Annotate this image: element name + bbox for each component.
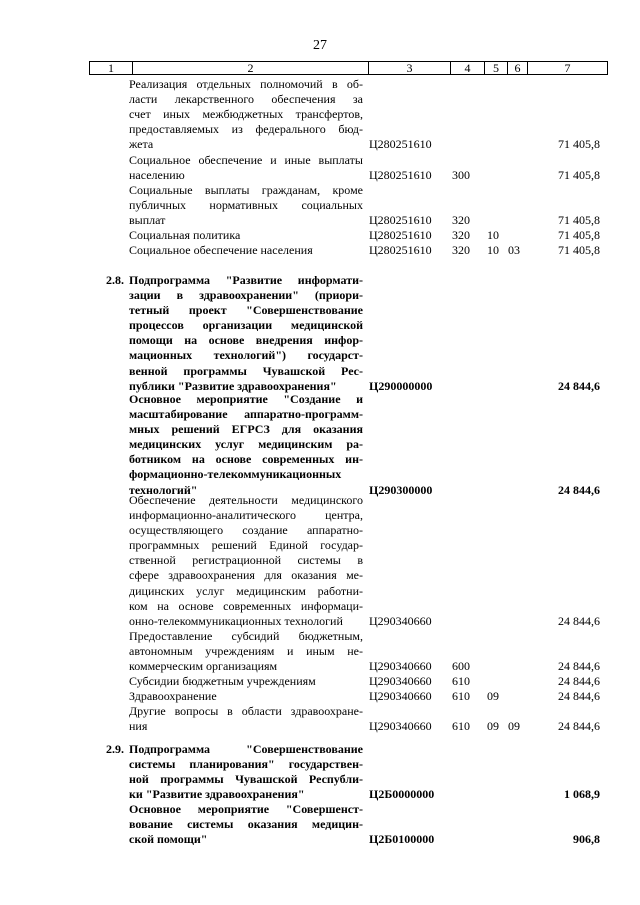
row-name-line: ния [129, 719, 148, 734]
row-name-line: Субсидии бюджетным учреждениям [129, 674, 316, 688]
row-name-line: формационно-телекоммуникационных [129, 467, 342, 482]
column-header-row [89, 61, 608, 75]
row-name-line: сфере здравоохранения для оказания ме- [129, 568, 363, 583]
target-article-code: Ц290340660 [369, 674, 432, 688]
row-name-line: Основное мероприятие "Создание и [129, 392, 363, 406]
amount-value: 24 844,6 [558, 378, 600, 393]
amount-value: 71 405,8 [558, 213, 600, 228]
row-name-line: тетный проект "Совершенствование [129, 303, 363, 318]
row-name-line: онно-телекоммуникационных технологий [129, 613, 343, 628]
row-name-line: процессов организации медицинской [129, 318, 363, 333]
target-article-code: Ц280251610 [369, 137, 432, 152]
row-name-line: ственной регистрационной системы в [129, 553, 363, 568]
section-code: 10 [487, 228, 499, 242]
row-name-line: венной программы Чувашской Рес- [129, 363, 363, 378]
target-article-code: Ц280251610 [369, 228, 432, 242]
target-article-code: Ц290300000 [369, 482, 433, 497]
row-name [129, 153, 363, 183]
row-name-line: мных решений ЕГРСЗ для оказания [129, 422, 363, 437]
amount-value: 24 844,6 [558, 674, 600, 688]
amount-value: 906,8 [573, 832, 600, 847]
row-name-line: автономным учреждениям и иным не- [129, 644, 363, 659]
section-code: 10 [487, 243, 499, 257]
row-name-line: вование системы оказания медицин- [129, 817, 363, 832]
row-name-line: Подпрограмма "Развитие информати- [129, 273, 363, 287]
expense-type-code: 610 [452, 689, 470, 703]
amount-value: 71 405,8 [558, 168, 600, 183]
row-number: 2.9. [106, 742, 124, 756]
row-name [129, 689, 363, 704]
row-name [129, 243, 363, 258]
row-name-line: Социальное обеспечение и иные выплаты [129, 153, 363, 167]
row-name-line: публики "Развитие здравоохранения" [129, 378, 337, 393]
row-name-line: ной программы Чувашской Республи- [129, 772, 363, 787]
section-code: 09 [487, 689, 499, 703]
expense-type-code: 320 [452, 243, 470, 257]
target-article-code: Ц2Б0000000 [369, 787, 435, 802]
row-name-line: осуществляющего создание аппаратно- [129, 523, 363, 538]
row-name-line: Подпрограмма "Совершенствование [129, 742, 363, 756]
page-number: 27 [313, 38, 327, 53]
row-name-line: ской помощи" [129, 832, 208, 847]
row-name [129, 392, 363, 498]
row-name-line: дицинских услуг медицинским работни- [129, 583, 363, 598]
target-article-code: Ц280251610 [369, 243, 432, 257]
column-header-4: 4 [451, 62, 485, 74]
row-name-line: зации в здравоохранении" (приори- [129, 288, 363, 303]
amount-value: 1 068,9 [564, 787, 600, 802]
row-name-line: ком на основе современных информаци- [129, 598, 363, 613]
column-header-7: 7 [564, 61, 571, 75]
row-name-line: выплат [129, 213, 166, 228]
row-name-line: ки "Развитие здравоохранения" [129, 787, 305, 802]
amount-value: 24 844,6 [558, 719, 600, 734]
row-name-line: ботником на основе современных ин- [129, 452, 363, 467]
amount-value: 71 405,8 [558, 137, 600, 152]
subsection-code: 09 [508, 719, 520, 734]
row-name-line: технологий" [129, 482, 198, 497]
row-name-line: масштабирование аппаратно-программ- [129, 407, 363, 422]
target-article-code: Ц2Б0100000 [369, 832, 435, 847]
row-name-line: Социальное обеспечение населения [129, 243, 313, 257]
target-article-code: Ц290340660 [369, 613, 432, 628]
row-name-line: предоставляемых из федерального бюд- [129, 122, 363, 137]
row-name [129, 493, 363, 629]
row-name [129, 77, 363, 152]
column-header-5: 5 [485, 62, 508, 74]
amount-value: 24 844,6 [558, 659, 600, 674]
row-name-line: информационно-аналитического центра, [129, 508, 363, 523]
expense-type-code: 300 [452, 168, 470, 183]
section-code: 09 [487, 719, 499, 734]
row-name-line: Обеспечение деятельности медицинского [129, 493, 363, 507]
expense-type-code: 610 [452, 719, 470, 734]
row-name [129, 228, 363, 243]
expense-type-code: 600 [452, 659, 470, 674]
target-article-code: Ц290000000 [369, 378, 433, 393]
target-article-code: Ц280251610 [369, 168, 432, 183]
target-article-code: Ц280251610 [369, 213, 432, 228]
row-name-line: Социальная политика [129, 228, 241, 242]
row-name-line: коммерческим организациям [129, 659, 278, 674]
row-name [129, 674, 363, 689]
target-article-code: Ц290340660 [369, 659, 432, 674]
row-name-line: публичных нормативных социальных [129, 198, 363, 213]
row-name [129, 273, 363, 394]
row-name [129, 183, 363, 228]
target-article-code: Ц290340660 [369, 719, 432, 734]
row-name-line: Другие вопросы в области здравоохране- [129, 704, 363, 718]
row-name-line: Здравоохранение [129, 689, 217, 703]
row-name-line: населению [129, 168, 185, 183]
row-name-line: ласти лекарственного обеспечения за [129, 92, 363, 107]
row-name [129, 802, 363, 847]
row-name-line: программных решений Единой государ- [129, 538, 363, 553]
expense-type-code: 320 [452, 213, 470, 228]
row-name-line: жета [129, 137, 154, 152]
amount-value: 71 405,8 [558, 228, 600, 242]
row-name-line: мационных технологий") государст- [129, 348, 363, 363]
subsection-code: 03 [508, 243, 520, 257]
amount-value: 24 844,6 [558, 482, 600, 497]
column-header-1: 1 [90, 62, 133, 74]
row-name [129, 704, 363, 734]
row-name-line: Социальные выплаты гражданам, кроме [129, 183, 363, 197]
amount-value: 71 405,8 [558, 243, 600, 257]
row-number: 2.8. [106, 273, 124, 287]
row-name-line: медицинских услуг медицинским ра- [129, 437, 363, 452]
column-header-3: 3 [369, 62, 451, 74]
row-name-line: системы планирования" государствен- [129, 757, 363, 772]
column-header-6: 6 [508, 62, 528, 74]
row-name-line: Предоставление субсидий бюджетным, [129, 629, 363, 643]
row-name-line: Реализация отдельных полномочий в об- [129, 77, 363, 91]
target-article-code: Ц290340660 [369, 689, 432, 703]
row-name-line: Основное мероприятие "Совершенст- [129, 802, 363, 816]
row-name [129, 629, 363, 674]
expense-type-code: 610 [452, 674, 470, 688]
row-name [129, 742, 363, 802]
amount-value: 24 844,6 [558, 613, 600, 628]
column-header-2: 2 [133, 62, 369, 74]
row-name-line: счет иных межбюджетных трансфертов, [129, 107, 363, 122]
row-name-line: помощи на основе внедрения инфор- [129, 333, 363, 348]
amount-value: 24 844,6 [558, 689, 600, 703]
expense-type-code: 320 [452, 228, 470, 242]
